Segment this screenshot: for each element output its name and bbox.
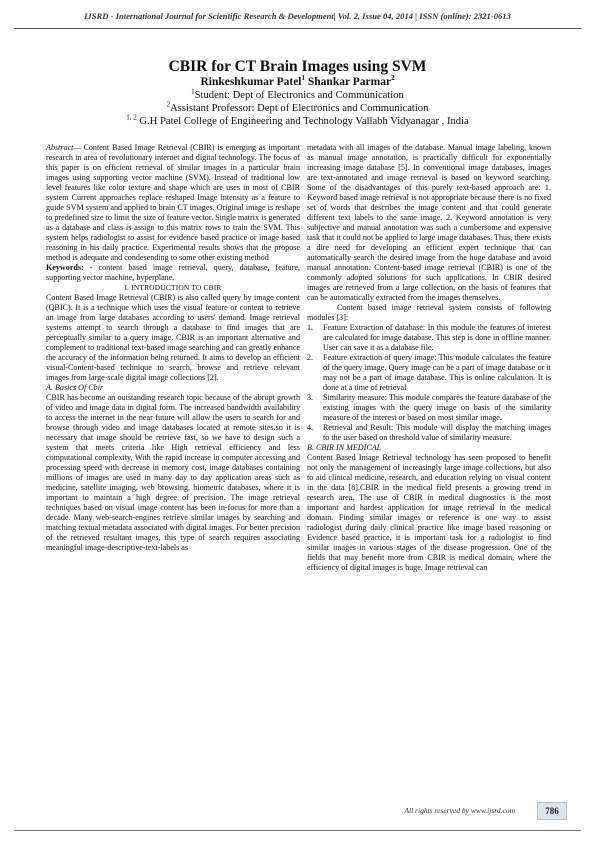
list-item-number: 4.	[307, 423, 314, 432]
left-column	[46, 143, 300, 553]
list-item-number: 3.	[307, 393, 314, 402]
affiliation-3	[20, 115, 575, 128]
list-item	[307, 423, 551, 443]
affiliation-1-text: Student: Dept of Electronics and Communication	[194, 90, 404, 101]
section-1-heading: I. INTRODUCTION TO CBIR	[124, 283, 222, 292]
abstract	[46, 143, 300, 263]
keywords	[46, 263, 300, 283]
journal-header	[14, 4, 581, 29]
list-item-number: 2.	[307, 353, 314, 362]
list-item	[307, 353, 551, 393]
author-1: Rinkeshkumar Patel	[200, 76, 302, 88]
list-item	[307, 393, 551, 423]
module-list	[307, 323, 551, 443]
section-1-paragraph: Content Based Image Retrieval (CBIR) is also called query by image content (QBIC). It is a technique which uses the visual feature or content to retrieve an image from large databases according to users' demand. Image retrieval systems attempt to search through a database to find images that are perceptually similar to a query image. CBIR is an important alternative and complement to traditional text-based image searching and can greatly enhance the accuracy of the information being returned. It aims to develop an efficient visual-Content-based technique to search, browse and retrieve relevant images from large-scale digital image collections [2].	[46, 293, 300, 382]
abstract-label: Abstract—	[46, 143, 81, 152]
right-paragraph-2: Content based image retrieval system consists of following modules [3]:	[307, 303, 551, 322]
keywords-label: Keywords: -	[46, 263, 93, 272]
affiliation-3-sup: 1, 2	[126, 113, 137, 122]
section-b-paragraph: Content Based Image Retrieval technology has seen proposed to benefit not only the management of increasingly large image collections, but also to aid clinical medicine, research, and education relying on visual content in the data [8].CBIR in the medical field presents a growing trend in research area. The use of CBIR in medical diagnostics is the most important and hardest application for image retrieval in the medical domain. Finding similar images or reference is one way to assist radiologist during daily clinical practice like image based reasoning or Evidence based practice, it is important task for a radiologist to find similar images in various stages of the disease progression. One of the fields that may benefit more from CBIR is medical domain, where the efficiency of digital images is huge. Image retrieval can	[307, 453, 551, 572]
footer-divider	[14, 830, 581, 831]
affiliation-1-sup: 1	[191, 87, 195, 96]
title-block	[20, 58, 575, 128]
affiliation-2-sup: 2	[166, 100, 171, 109]
paper-title: CBIR for CT Brain Images using SVM	[168, 58, 427, 75]
right-column	[307, 143, 551, 573]
list-item-number: 1.	[307, 323, 314, 332]
footer-rights: All rights reserved by www.ijsrd.com	[404, 806, 515, 815]
section-a-paragraph: CBIR has become an outstanding research topic because of the abrupt growth of video and image data in digital form. The increased bandwidth availability to access the internet in the near future will allow the users to search for and browse through video and image databases located at remote sites.so it is necessary that image should be retrieve fast, so we have to design such a system that meets criteria like High retrieval efficiency and less computational complexity, With the rapid increase in computer accessing and processing speed with decrease in memory cost, image databases containing millions of images are used in many day to day application areas such as medicine, satellite imaging, web browsing, biometric databases, where it is important to maintain a high degree of precision. The image retrieval techniques based on visual image content has been in-focus for more than a decade. Many web-search-engines retrieve similar images by searching and matching textual metadata associated with digital images. For better precision of the retrieved resultant images, this type of search requires associating meaningful image-descriptive-text-labels as	[46, 393, 300, 552]
affiliation-1	[20, 89, 575, 102]
journal-line: IJSRD - International Journal for Scientific Research & Development| Vol. 2, Issue 04, 2014 | ISSN (online): 2321-0613	[84, 11, 511, 21]
keywords-text: content based image retrieval, query, database, feature, supporting vector machine, hyperplane.	[46, 263, 301, 282]
affiliation-3-text: G.H Patel College of Engineering and Technology Vallabh Vidyanagar , India	[136, 116, 469, 127]
author-2-sup: 2	[391, 74, 395, 83]
list-item	[307, 323, 551, 353]
list-item-text: Similarity measure: This module compares the feature database of the existing images with the query image on basis of the similarity measure of the interest or based on most similar image.	[323, 393, 551, 422]
list-item-text: Feature extraction of query image: This module calculates the feature of the query image. Query image can be a part of image database or it may not be a part of image database. This is online calculation. It is done at a time of retrieval	[323, 353, 551, 392]
abstract-text: Content Based Image Retrieval (CBIR) is emerging as important research in area of revolutionary internet and digital technology. The focus of this paper is on efficient retrieval of similar images in a particular brain images using supporting vector machine (SVM). Instead of traditional low level features like color texture and shape which are uses in most of CBIR system Current approaches replace reshaped Image intensity as a feature to guide SVM system and applied to brain CT images. Original image is reshape to predefined size to limit the size of feature vector. Single matrix is generated as a database and class is assign to this matrix rows to train the SVM. This system helps radiologist to assist for evidence based practice or image based reasoning in his daily practice. Experimental results shows that the propose method is adequate and condesending to some other existing method	[46, 143, 300, 262]
right-paragraph-1: metadata with all images of the database. Manual image labeling, known as manual image annotation, is practically difficult for exponentially increasing image database [5]. In conventional image databases, images are text-annotated and image retrieval is based on keyword searching. Some of the disadvantages of this purely text-based approach are: 1. Keyword based image retrieval is not appropriate because there is no fixed set of words that describes the image content and that could generate different text labels to the same image. 2. Keyword annotation is very subjective and manual annotation was such a cumbersome and expensive task that it could not be applied to large image databases. Thus, there exists a dire need for developing an efficient expert technique that can automatically search the desired image from the huge database and avoid manual annotation. Content-based image retrieval (CBIR) is one of the commonly adopted solutions for such applications. In CBIR desired images are retrieved from a large collection, on the basis of features that can be automatically extracted from the images themselves.	[307, 143, 551, 302]
author-line	[20, 75, 575, 89]
section-a-heading: A. Basics Of Cbir	[46, 383, 104, 392]
list-item-text: Retrieval and Result: This module will display the matching images to the user based on threshold value of similarity measure.	[323, 423, 551, 442]
list-item-text: Feature Extraction of database: In this module the features of interest are calculated for image database. This step is done in offline manner. User can save it as a database file.	[323, 323, 551, 352]
section-b-heading: B. CBIR IN MEDICAL	[307, 443, 382, 452]
author-2: Shankar Parmar	[305, 76, 392, 88]
affiliation-2	[20, 102, 575, 115]
affiliation-2-text: Assistant Professor: Dept of Electronics and Communication	[170, 103, 429, 114]
page-number: 786	[537, 802, 567, 820]
author-1-sup: 1	[301, 74, 306, 83]
